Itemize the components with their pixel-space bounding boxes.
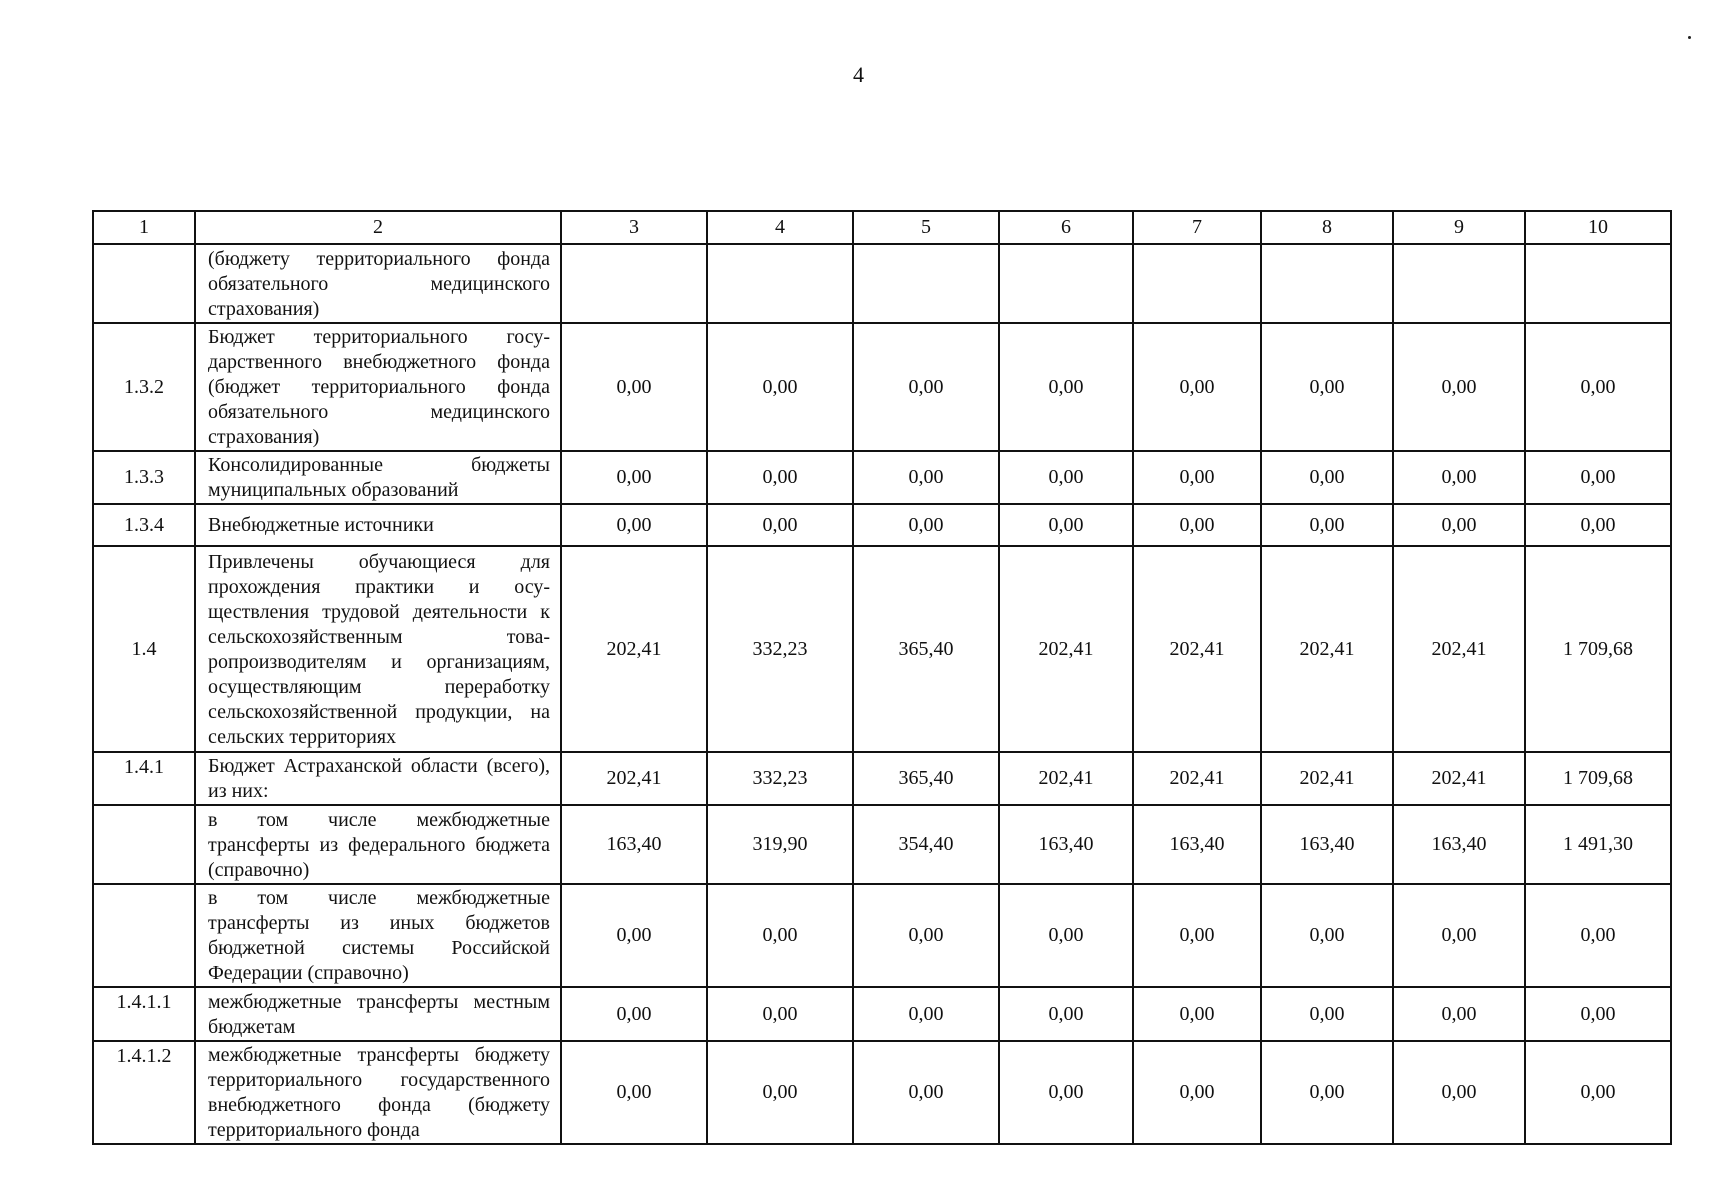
value-cell [999, 244, 1133, 323]
row-description: Внебюджетные источники [195, 504, 561, 546]
value-cell: 0,00 [999, 504, 1133, 546]
scan-speck [1688, 36, 1691, 39]
column-header: 7 [1133, 211, 1261, 244]
column-header: 8 [1261, 211, 1393, 244]
row-description: межбюджетные трансферты местным бюджетам [195, 987, 561, 1041]
value-cell: 0,00 [1525, 884, 1671, 987]
column-header: 1 [93, 211, 195, 244]
row-description: в том числе межбюджетные трансферты из иных бюджетов бюджетной системы Российской Федерации (справочно) [195, 884, 561, 987]
value-cell: 0,00 [853, 884, 999, 987]
value-cell: 0,00 [853, 451, 999, 504]
value-cell: 0,00 [999, 451, 1133, 504]
value-cell: 0,00 [999, 987, 1133, 1041]
column-header: 9 [1393, 211, 1525, 244]
value-cell: 0,00 [999, 323, 1133, 451]
row-number [93, 884, 195, 987]
value-cell: 1 709,68 [1525, 752, 1671, 805]
value-cell: 0,00 [1393, 451, 1525, 504]
table-row [93, 504, 1671, 546]
table-row [93, 1041, 1671, 1144]
value-cell: 0,00 [1393, 323, 1525, 451]
value-cell: 0,00 [1133, 884, 1261, 987]
value-cell: 0,00 [1261, 884, 1393, 987]
row-description: Привлечены обучающиеся для прохождения практики и осуществления трудовой деятельности к сельскохозяйственным товаропроизводителям и организациям, осуществляющим переработку сельскохозяйственной продукции, на сельских территориях [195, 546, 561, 752]
value-cell: 163,40 [999, 805, 1133, 884]
value-cell: 163,40 [1393, 805, 1525, 884]
value-cell: 0,00 [1133, 504, 1261, 546]
value-cell: 0,00 [1525, 323, 1671, 451]
value-cell: 332,23 [707, 752, 853, 805]
value-cell: 0,00 [1261, 987, 1393, 1041]
value-cell: 0,00 [1525, 504, 1671, 546]
value-cell: 163,40 [1133, 805, 1261, 884]
column-header: 3 [561, 211, 707, 244]
column-header: 4 [707, 211, 853, 244]
value-cell [1525, 244, 1671, 323]
value-cell: 0,00 [1525, 987, 1671, 1041]
budget-table [92, 210, 1672, 1145]
value-cell: 0,00 [999, 884, 1133, 987]
row-number: 1.4.1 [93, 752, 195, 805]
row-description: в том числе межбюджетные трансферты из федерального бюджета (справочно) [195, 805, 561, 884]
value-cell: 0,00 [561, 451, 707, 504]
value-cell: 0,00 [561, 987, 707, 1041]
row-number: 1.3.3 [93, 451, 195, 504]
value-cell: 0,00 [1393, 504, 1525, 546]
value-cell: 0,00 [1261, 1041, 1393, 1144]
value-cell: 0,00 [707, 987, 853, 1041]
value-cell: 202,41 [1133, 546, 1261, 752]
value-cell: 202,41 [561, 546, 707, 752]
row-number: 1.3.2 [93, 323, 195, 451]
row-number: 1.4.1.2 [93, 1041, 195, 1144]
value-cell: 0,00 [1393, 884, 1525, 987]
value-cell [853, 244, 999, 323]
column-number-row [93, 211, 1671, 244]
value-cell: 0,00 [853, 987, 999, 1041]
table-row [93, 752, 1671, 805]
value-cell: 0,00 [707, 504, 853, 546]
value-cell [707, 244, 853, 323]
value-cell: 0,00 [853, 1041, 999, 1144]
row-number: 1.3.4 [93, 504, 195, 546]
value-cell: 163,40 [561, 805, 707, 884]
value-cell: 0,00 [561, 504, 707, 546]
table-row [93, 451, 1671, 504]
table-row [93, 323, 1671, 451]
value-cell: 0,00 [1261, 323, 1393, 451]
value-cell: 0,00 [707, 884, 853, 987]
table-row [93, 805, 1671, 884]
value-cell: 202,41 [1261, 546, 1393, 752]
value-cell: 0,00 [561, 323, 707, 451]
value-cell: 0,00 [561, 1041, 707, 1144]
value-cell: 0,00 [1133, 451, 1261, 504]
value-cell: 0,00 [1133, 987, 1261, 1041]
value-cell: 365,40 [853, 546, 999, 752]
row-description: Бюджет территориального государственного внебюджетного фонда (бюджет территориального фонда обязательного медицинского страхования) [195, 323, 561, 451]
value-cell: 202,41 [999, 752, 1133, 805]
value-cell: 202,41 [1393, 752, 1525, 805]
value-cell: 354,40 [853, 805, 999, 884]
row-number [93, 805, 195, 884]
row-description: Бюджет Астраханской области (всего), из них: [195, 752, 561, 805]
value-cell: 1 709,68 [1525, 546, 1671, 752]
value-cell: 0,00 [1133, 1041, 1261, 1144]
value-cell: 365,40 [853, 752, 999, 805]
value-cell: 0,00 [1525, 451, 1671, 504]
value-cell: 0,00 [707, 451, 853, 504]
value-cell: 0,00 [1393, 1041, 1525, 1144]
value-cell: 319,90 [707, 805, 853, 884]
value-cell [1133, 244, 1261, 323]
value-cell: 0,00 [707, 1041, 853, 1144]
column-header: 2 [195, 211, 561, 244]
value-cell: 202,41 [1133, 752, 1261, 805]
row-description: межбюджетные трансферты бюджету территориального государственного внебюджетного фонда (бюджету территориального фонда [195, 1041, 561, 1144]
row-number [93, 244, 195, 323]
value-cell: 202,41 [999, 546, 1133, 752]
row-number: 1.4.1.1 [93, 987, 195, 1041]
value-cell [1393, 244, 1525, 323]
value-cell: 0,00 [1261, 504, 1393, 546]
value-cell: 0,00 [707, 323, 853, 451]
value-cell: 202,41 [561, 752, 707, 805]
table-row [93, 546, 1671, 752]
row-number: 1.4 [93, 546, 195, 752]
value-cell: 332,23 [707, 546, 853, 752]
table-row [93, 987, 1671, 1041]
value-cell: 0,00 [999, 1041, 1133, 1144]
value-cell: 1 491,30 [1525, 805, 1671, 884]
table-row [93, 884, 1671, 987]
value-cell: 163,40 [1261, 805, 1393, 884]
page-number: 4 [853, 62, 864, 87]
value-cell: 0,00 [1261, 451, 1393, 504]
row-description: Консолидированные бюджеты муниципальных образований [195, 451, 561, 504]
value-cell: 0,00 [853, 323, 999, 451]
value-cell: 0,00 [1133, 323, 1261, 451]
value-cell: 202,41 [1261, 752, 1393, 805]
value-cell: 202,41 [1393, 546, 1525, 752]
table-row [93, 244, 1671, 323]
column-header: 5 [853, 211, 999, 244]
value-cell: 0,00 [853, 504, 999, 546]
column-header: 10 [1525, 211, 1671, 244]
column-header: 6 [999, 211, 1133, 244]
value-cell [561, 244, 707, 323]
value-cell: 0,00 [1525, 1041, 1671, 1144]
value-cell: 0,00 [561, 884, 707, 987]
value-cell [1261, 244, 1393, 323]
value-cell: 0,00 [1393, 987, 1525, 1041]
row-description: (бюджету территориального фонда обязательного медицинского страхования) [195, 244, 561, 323]
